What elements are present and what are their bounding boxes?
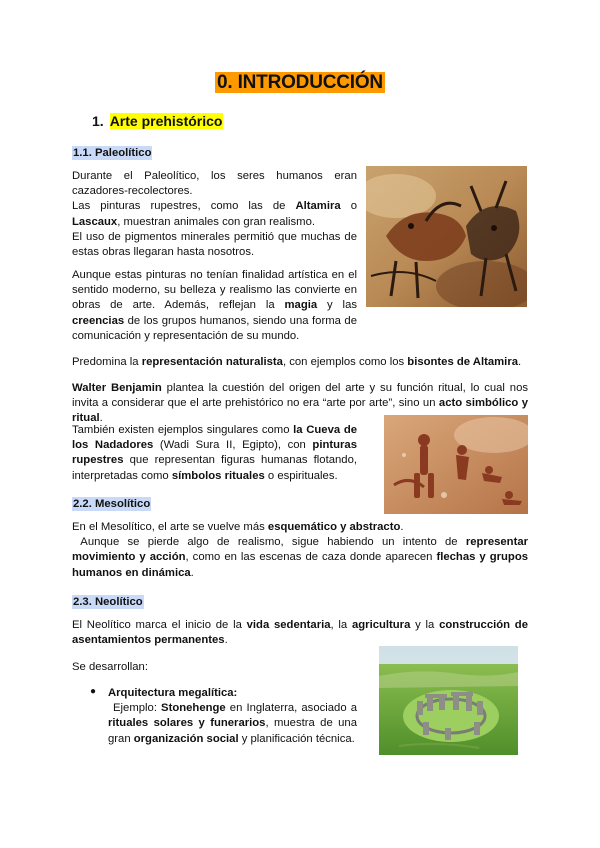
paragraph-paleolitico-1	[72, 169, 357, 260]
bold-text: creencias	[72, 314, 125, 327]
text-span: , muestra de una gran	[108, 717, 357, 745]
bold-text: Lascaux	[72, 215, 118, 228]
bold-text: esquemático y abstracto	[267, 521, 401, 533]
page-title	[0, 72, 600, 94]
text-span: de los grupos humanos, siendo una forma de comunicación y representación de su mundo.	[72, 314, 357, 342]
paragraph-neolitico-1	[72, 618, 528, 648]
text-line	[72, 355, 528, 370]
bold-text: representación naturalista	[141, 356, 283, 368]
text-line	[72, 268, 357, 344]
text-line	[72, 423, 357, 484]
subsection-heading-text: 1.1. Paleolítico	[73, 147, 152, 159]
text-line	[108, 701, 357, 747]
paragraph-paleolitico-5	[72, 423, 357, 484]
list-item	[90, 686, 357, 747]
cave-painting-image	[366, 166, 527, 307]
paragraph-paleolitico-3	[72, 355, 528, 370]
text-line: Se desarrollan:	[72, 661, 148, 673]
bullet-icon: ●	[90, 686, 97, 697]
text-span: o espirituales.	[264, 469, 338, 482]
text-span: El Neolítico marca el inicio de la	[72, 619, 247, 631]
list	[90, 686, 357, 747]
bold-text: la Cueva de los Nadadores	[72, 424, 357, 452]
text-span: .	[190, 566, 194, 579]
text-span: (Wadi Sura II, Egipto), con	[153, 439, 313, 452]
text-span: .	[224, 634, 228, 647]
text-span: , con ejemplos como los	[282, 356, 408, 368]
text-span: , la	[330, 619, 352, 631]
bold-text: Walter Benjamin	[72, 382, 162, 394]
text-line	[72, 199, 357, 229]
text-line	[72, 169, 357, 199]
text-span: Predomina la	[72, 356, 142, 368]
bold-text: flechas y grupos humanos en dinámica	[72, 551, 532, 579]
subsection-heading-text: 2.2. Mesolítico	[73, 498, 151, 510]
text-span: Las pinturas rupestres, como las de	[72, 200, 296, 213]
text-span: Aunque se pierde algo de realismo, sigue habiendo un intento de	[72, 536, 466, 549]
bold-text: vida sedentaria	[246, 619, 331, 631]
section-number: 1.	[92, 113, 104, 129]
stonehenge-icon	[379, 646, 518, 755]
bold-text: símbolos rituales	[171, 469, 265, 482]
text-span: y planificación técnica.	[238, 732, 355, 745]
text-span: o	[340, 200, 358, 213]
bold-text: organización social	[133, 732, 239, 745]
cave-of-swimmers-image	[384, 415, 528, 514]
bold-text: representar movimiento y acción	[72, 536, 532, 564]
cave-painting-icon	[366, 166, 527, 307]
text-span: Ejemplo:	[113, 702, 162, 715]
stonehenge-image	[379, 646, 518, 755]
section-heading	[92, 113, 223, 129]
text-line	[72, 230, 357, 260]
text-span: en Inglaterra, asociado a	[225, 702, 357, 715]
bold-text: construcción de asentamientos permanentes	[72, 619, 528, 647]
bold-text: Stonehenge	[161, 702, 226, 715]
text-line	[72, 618, 528, 648]
text-line	[72, 535, 532, 581]
subsection-heading-paleolitico	[72, 143, 152, 161]
page-title-text: 0. INTRODUCCIÓN	[217, 72, 383, 93]
text-span: y la	[410, 619, 440, 631]
paragraph-neolitico-2	[72, 660, 148, 675]
bold-text: pinturas rupestres	[72, 439, 357, 467]
text-span: plantea la cuestión del origen del arte y su función ritual, lo cual nos invita a considerar que el arte prehistórico no era “arte por arte”, sino un	[72, 382, 528, 410]
text-span: También existen ejemplos singulares como	[72, 424, 294, 436]
section-title: Arte prehistórico	[109, 113, 223, 129]
text-span: Durante el Paleolítico, los seres humanos eran cazadores-recolectores.	[72, 170, 357, 198]
bold-text: rituales solares y funerarios	[108, 717, 266, 730]
text-span: .	[518, 356, 522, 368]
text-span: y las	[317, 299, 357, 312]
text-span: En el Mesolítico, el arte se vuelve más	[72, 521, 268, 533]
text-span: Aunque estas pinturas no tenían finalidad artística en el sentido moderno, su belleza y realismo las convierte en obras de arte. Además, reflejan la	[72, 269, 357, 312]
bold-text: agricultura	[351, 619, 411, 631]
bullet-list	[90, 686, 357, 747]
text-span: , muestran animales con gran realismo.	[117, 215, 316, 228]
text-span: El uso de pigmentos minerales permitió que muchas de estas obras llegaran hasta nosotros.	[72, 230, 357, 259]
bold-text: magia	[284, 299, 318, 312]
paragraph-paleolitico-2	[72, 268, 357, 344]
subsection-heading-text: 2.3. Neolítico	[73, 596, 143, 608]
text-span: que representan figuras humanas flotando, interpretadas como	[72, 454, 357, 482]
bold-text: bisontes de Altamira	[407, 356, 518, 368]
text-line	[108, 686, 357, 701]
rock-art-icon	[384, 415, 528, 514]
bold-text: acto simbólico y ritual	[72, 397, 528, 425]
text-span: , como en las escenas de caza donde aparecen	[185, 551, 437, 564]
text-span: .	[99, 412, 103, 425]
bold-text: Arquitectura megalítica:	[108, 687, 238, 699]
bold-text: Altamira	[295, 200, 341, 213]
subsection-heading-mesolitico	[72, 494, 151, 512]
text-span: .	[400, 521, 404, 533]
subsection-heading-neolitico	[72, 592, 144, 610]
text-line	[72, 520, 528, 535]
paragraph-mesolitico-1	[72, 520, 532, 581]
